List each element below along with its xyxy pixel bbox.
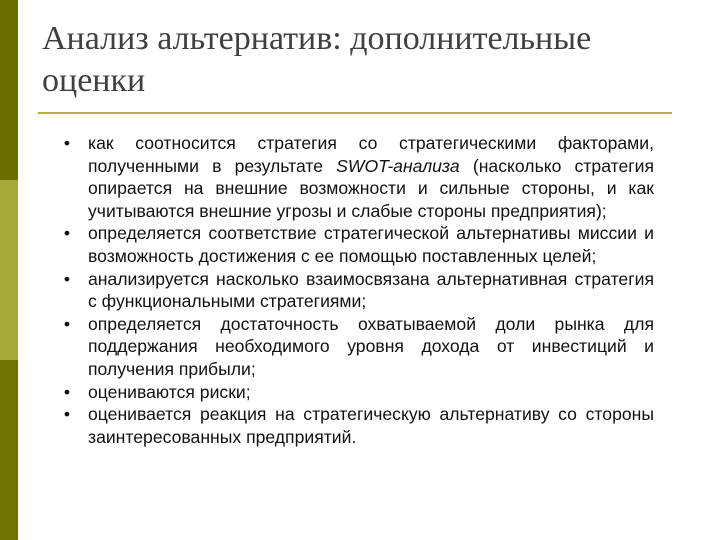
- bullet-item: [60, 222, 654, 267]
- bullet-icon: •: [63, 404, 71, 425]
- bullet-item: [60, 268, 654, 313]
- bullet-icon: •: [63, 223, 71, 244]
- bullet-text: определяется соответствие стратегической альтернативы миссии и возможность достижения с ее помощью поставленных целей;: [88, 223, 654, 266]
- side-strip-top: [0, 0, 18, 180]
- bullet-icon: •: [63, 133, 71, 153]
- bullet-icon: •: [63, 381, 71, 402]
- side-strip-bottom: [0, 360, 18, 540]
- bullet-item: [60, 132, 654, 222]
- side-strip-middle: [0, 180, 18, 360]
- bullet-item: [60, 403, 654, 448]
- bullet-icon: •: [63, 313, 71, 334]
- bullet-text: оценивается реакция на стратегическую альтернативу со стороны заинтересованных предприятий.: [88, 404, 654, 447]
- bullet-list: [60, 132, 654, 448]
- bullet-text: анализируется насколько взаимосвязана альтернативная стратегия с функциональными стратегиями;: [88, 268, 654, 312]
- bullet-text-italic: SWOT-анализа: [336, 155, 460, 176]
- bullet-text: оцениваются риски;: [88, 381, 251, 402]
- bullet-text-start: как соотносится стратегия со стратегическими факторами, полученными в результате: [88, 133, 654, 176]
- bullet-item: [60, 313, 654, 381]
- bullet-text: определяется достаточность охватываемой доли рынка для поддержания необходимого уровня дохода от инвестиций и получения прибыли;: [88, 313, 654, 379]
- slide-title: Анализ альтернатив: дополнительные оценки: [42, 20, 592, 99]
- bullet-icon: •: [63, 268, 71, 289]
- bullet-text-end: (насколько стратегия опирается на внешние возможности и сильные стороны, и как учитываются внешние угрозы и слабые стороны предприятия);: [88, 155, 655, 221]
- bullet-item: [60, 381, 654, 404]
- title-underline: [38, 112, 672, 114]
